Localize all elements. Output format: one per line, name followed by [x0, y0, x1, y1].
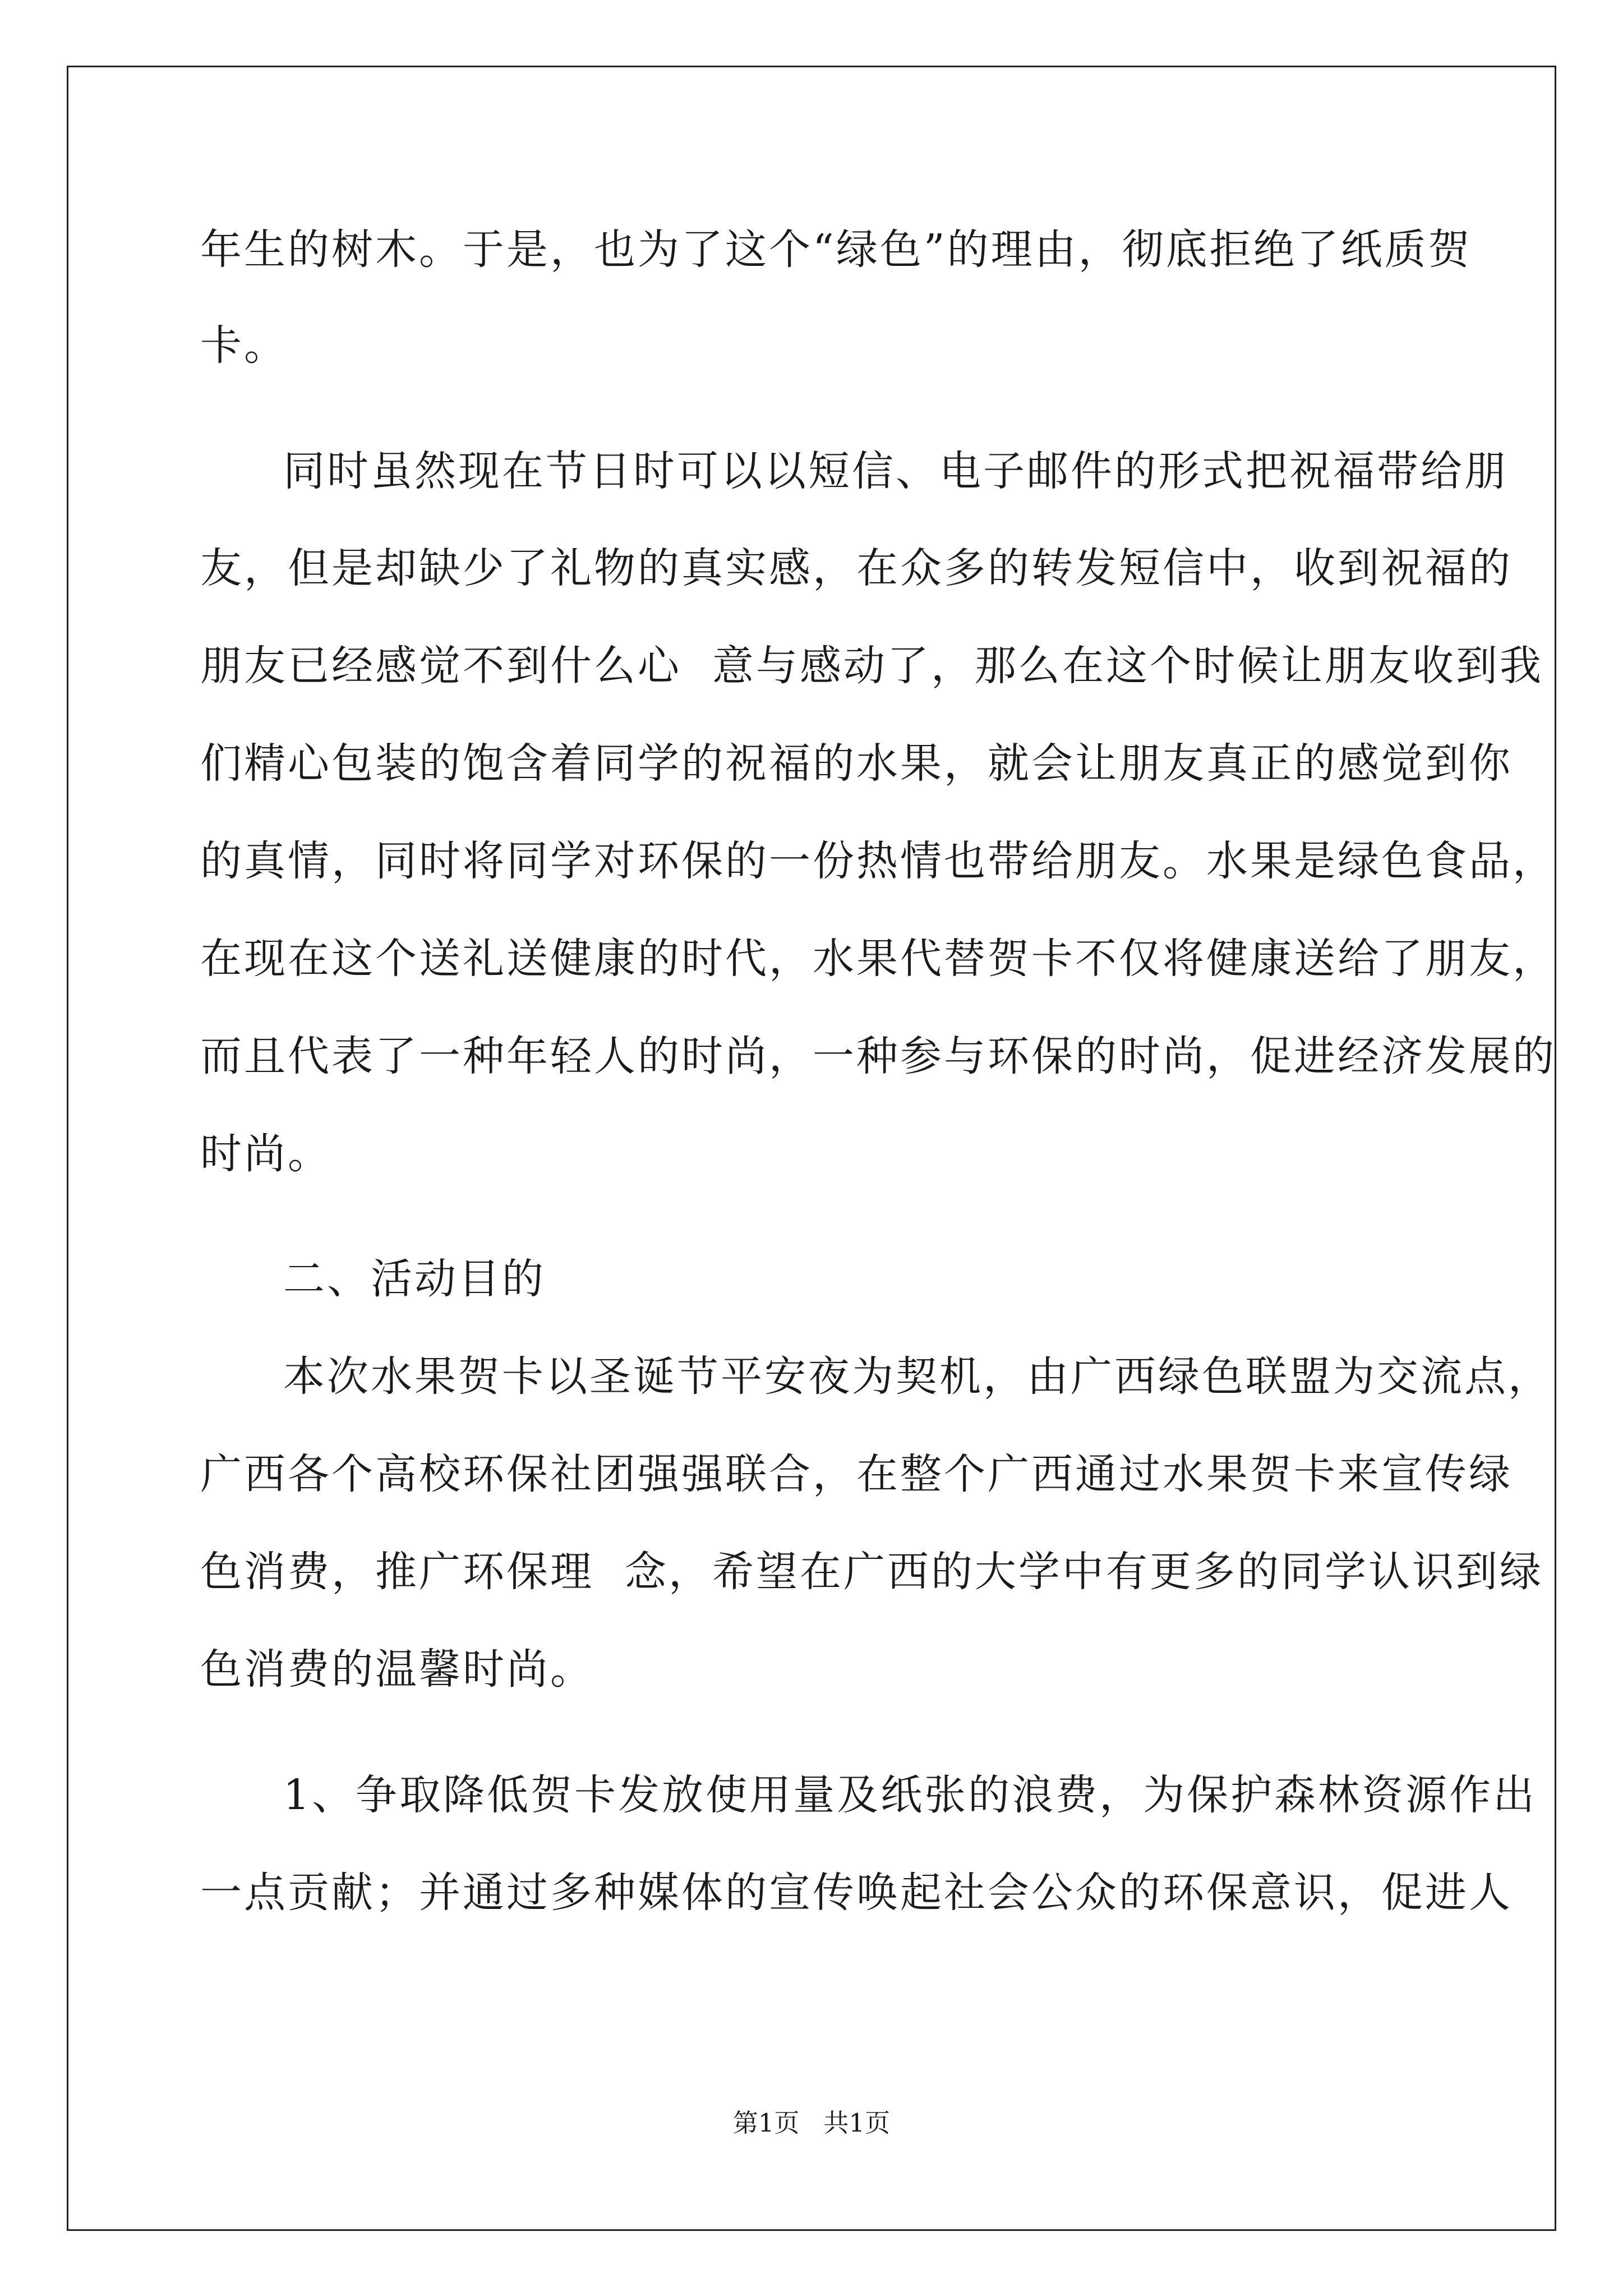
text-line: 的真情，同时将同学对环保的一份热情也带给朋友。水果是绿色食品，: [200, 837, 1556, 885]
text-line: 1、争取降低贺卡发放使用量及纸张的浪费，为保护森林资源作出: [283, 1771, 1537, 1819]
text-line: 朋友已经感觉不到什么心 意与感动了，那么在这个时候让朋友收到我: [200, 642, 1544, 690]
text-line: 在现在这个送礼送健康的时代，水果代替贺卡不仅将健康送给了朋友，: [200, 935, 1556, 983]
text-line: 本次水果贺卡以圣诞节平安夜为契机，由广西绿色联盟为交流点，: [283, 1352, 1552, 1401]
text-line: 色消费，推广环保理 念，希望在广西的大学中有更多的同学认识到绿: [200, 1548, 1544, 1596]
section-heading: 二、活动目的: [283, 1255, 546, 1303]
text-line: 友，但是却缺少了礼物的真实感，在众多的转发短信中，收到祝福的: [200, 544, 1513, 592]
text-line: 而且代表了一种年轻人的时尚，一种参与环保的时尚，促进经济发展的: [200, 1032, 1556, 1080]
text-line: 一点贡献；并通过多种媒体的宣传唤起社会公众的环保意识，促进人: [200, 1869, 1513, 1917]
text-line: 色消费的温馨时尚。: [200, 1645, 594, 1694]
page-number-footer: 第1页 共1页: [732, 2108, 891, 2138]
text-line: 卡。: [200, 321, 288, 370]
text-line: 同时虽然现在节日时可以以短信、电子邮件的形式把祝福带给朋: [283, 447, 1508, 495]
text-line: 年生的树木。于是，也为了这个“绿色”的理由，彻底拒绝了纸质贺: [200, 226, 1472, 274]
text-line: 们精心包装的饱含着同学的祝福的水果，就会让朋友真正的感觉到你: [200, 739, 1513, 788]
text-line: 广西各个高校环保社团强强联合，在整个广西通过水果贺卡来宣传绿: [200, 1450, 1513, 1498]
text-line: 时尚。: [200, 1130, 331, 1178]
